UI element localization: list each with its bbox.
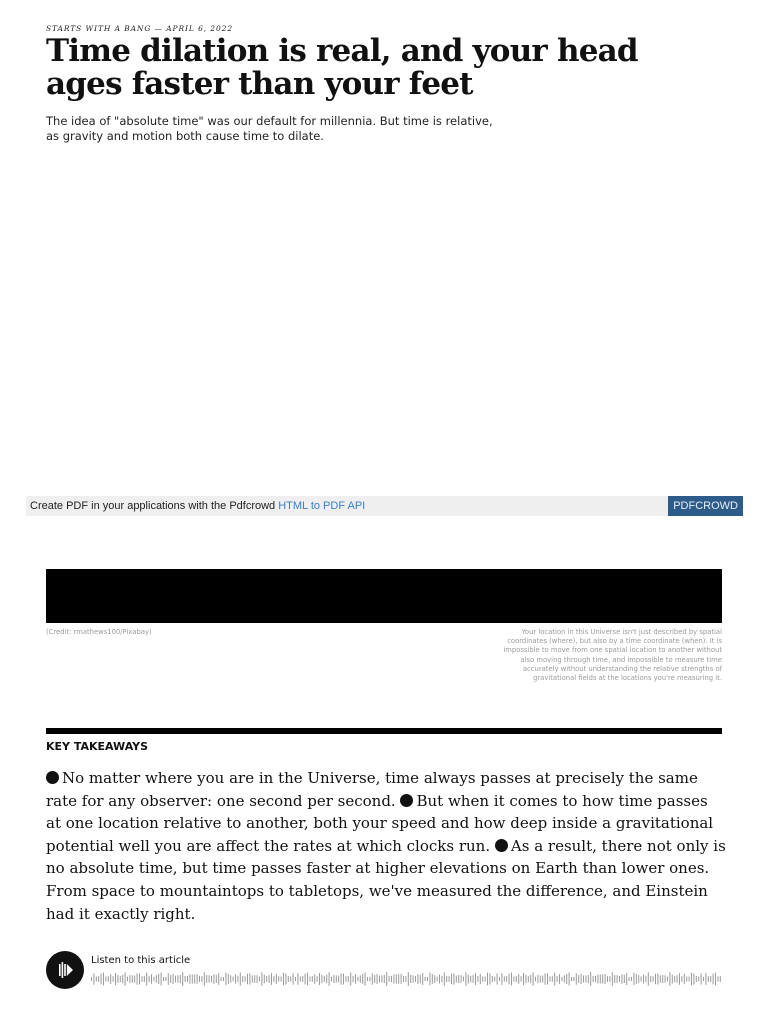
waveform-bar (552, 976, 553, 982)
waveform-bar (309, 977, 310, 982)
waveform-bar (557, 976, 558, 982)
waveform-bar (511, 973, 512, 986)
waveform-bar (151, 974, 152, 983)
image-caption: Your location in this Universe isn't just described by spatial coordinates (where), but also by a time coordinate (when). It is impossible to move from one spatial location to another without also moving through time, and impossible to measure time accurately without understanding the relative strengths of gravitational fields at the locations you're measuring it. (503, 628, 722, 683)
waveform-bar (705, 973, 706, 985)
waveform-bar (441, 976, 442, 982)
waveform-bar (458, 975, 459, 983)
waveform-bar (585, 976, 586, 983)
waveform-bar (101, 974, 102, 985)
waveform-bar (187, 976, 188, 982)
waveform-bar (417, 974, 418, 984)
article-title: Time dilation is real, and your head ages faster than your feet (46, 33, 638, 102)
waveform-bar (645, 976, 646, 982)
waveform-bar (173, 974, 174, 984)
waveform-bar (619, 976, 620, 982)
takeaway-item: As a result, there not only is no absolute time, but time passes faster at higher elevations on Earth than lower ones. From space to mountaintops to tabletops, we've measured the difference, and Einstein had it exactly right. (46, 836, 726, 923)
waveform-bar (113, 976, 114, 982)
waveform-bar (401, 974, 402, 984)
waveform-bar (290, 977, 291, 982)
waveform-bar (470, 976, 471, 982)
waveform-bar (93, 973, 94, 984)
waveform-bar (350, 973, 351, 986)
waveform-bar (463, 977, 464, 982)
waveform-bar (475, 973, 476, 985)
waveform-bar (132, 975, 133, 983)
waveform-bar (357, 977, 358, 981)
waveform-bar (499, 977, 500, 981)
waveform-bar (415, 976, 416, 982)
waveform-bar (633, 973, 634, 986)
waveform-bar (321, 975, 322, 983)
waveform-bar (444, 972, 445, 985)
pdf-banner-text (30, 500, 365, 512)
hero-image (46, 569, 722, 623)
waveform-bar (696, 976, 697, 982)
waveform-bar (379, 976, 380, 983)
waveform-bar (525, 975, 526, 983)
waveform-bar (425, 977, 426, 981)
waveform-bar (674, 976, 675, 982)
waveform-bar (677, 975, 678, 983)
waveform-bar (261, 972, 262, 985)
waveform-bar (175, 976, 176, 983)
waveform-bar (564, 975, 565, 982)
waveform-bar (115, 973, 116, 985)
waveform-bar (254, 975, 255, 983)
waveform-bar (607, 976, 608, 982)
waveform-bar (189, 974, 190, 983)
waveform-bar (660, 975, 661, 982)
waveform-bar (540, 976, 541, 983)
waveform-bar (487, 973, 488, 986)
waveform-bar (621, 974, 622, 983)
waveform-bar (698, 977, 699, 982)
waveform-bar (413, 975, 414, 983)
waveform-bar (307, 973, 308, 986)
waveform-bar (477, 976, 478, 982)
waveform-bar (516, 976, 517, 982)
waveform-bar (377, 974, 378, 984)
waveform-bar (386, 972, 387, 986)
waveform-bar (569, 973, 570, 986)
waveform-bar (257, 975, 258, 983)
section-divider (46, 728, 722, 734)
waveform-bar (667, 977, 668, 982)
waveform-bar (480, 974, 481, 984)
waveform-bar (545, 973, 546, 984)
waveform-bar (259, 977, 260, 982)
waveform-bar (648, 972, 649, 985)
waveform-bar (655, 974, 656, 984)
waveform-bar (165, 977, 166, 981)
waveform-bar (285, 974, 286, 985)
waveform-bar (600, 975, 601, 984)
waveform-bar (533, 972, 534, 985)
waveform-bar (398, 974, 399, 983)
waveform-bar (233, 977, 234, 982)
article-subtitle: The idea of "absolute time" was our default for millennia. But time is relative, as gravity and motion both cause time to dilate. (46, 114, 493, 143)
waveform-bar (283, 973, 284, 986)
pdf-banner-message: Create PDF in your applications with the Pdfcrowd (30, 500, 276, 512)
waveform-bar (348, 976, 349, 982)
waveform-bar (590, 972, 591, 986)
waveform-bar (547, 974, 548, 985)
waveform-bar (329, 972, 330, 985)
waveform-bar (192, 974, 193, 983)
waveform-bar (465, 972, 466, 986)
waveform-bar (437, 977, 438, 982)
waveform-bar (230, 975, 231, 983)
waveform-bar (105, 977, 106, 982)
waveform-bar (485, 977, 486, 982)
waveform-bar (717, 976, 718, 981)
waveform-bar (228, 974, 229, 984)
key-takeaways-list (46, 767, 726, 925)
waveform-bar (206, 975, 207, 983)
waveform-bar (523, 973, 524, 985)
waveform-bar (295, 977, 296, 981)
waveform-bar (225, 973, 226, 986)
waveform-bar (561, 977, 562, 981)
waveform-bar (117, 975, 118, 983)
waveform-bar (302, 976, 303, 982)
waveform-bar (314, 974, 315, 984)
waveform-bar (120, 976, 121, 982)
waveform-bar (609, 976, 610, 982)
waveform-bar (679, 973, 680, 985)
waveform-play-icon (46, 951, 84, 989)
waveform-bar (199, 976, 200, 982)
image-credit: (Credit: rmathews100/Pixabay) (46, 628, 152, 636)
waveform-bar (528, 976, 529, 982)
waveform-bar (669, 972, 670, 986)
waveform-bar (408, 972, 409, 986)
waveform-bar (691, 973, 692, 986)
listen-label: Listen to this article (91, 955, 191, 966)
waveform-bar (355, 974, 356, 983)
waveform-bar (650, 976, 651, 982)
bullet-icon (46, 771, 59, 784)
waveform-bar (657, 973, 658, 984)
takeaway-item: But when it comes to how time passes at one location relative to another, both your speed and how deep inside a gravitational potential well you are affect the rates at which clocks run. (46, 791, 714, 855)
waveform-bar (122, 975, 123, 984)
pdf-banner-link[interactable]: HTML to PDF API (278, 500, 366, 512)
waveform-bar (662, 975, 663, 983)
waveform-bar (369, 977, 370, 982)
waveform-bar (482, 976, 483, 981)
waveform-bar (595, 976, 596, 983)
waveform-bar (391, 976, 392, 982)
waveform-bar (518, 974, 519, 984)
waveform-bar (180, 975, 181, 983)
waveform-bar (288, 976, 289, 982)
audio-play-button[interactable] (46, 951, 84, 989)
waveform-bar (319, 973, 320, 985)
waveform-bar (581, 974, 582, 984)
waveform-bar (108, 976, 109, 982)
waveform-bar (182, 972, 183, 986)
waveform-bar (549, 976, 550, 981)
waveform-bar (163, 977, 164, 981)
waveform-bar (396, 974, 397, 983)
waveform-bar (614, 975, 615, 983)
waveform-bar (521, 976, 522, 982)
waveform-bar (410, 975, 411, 983)
waveform-bar (360, 975, 361, 982)
waveform-bar (602, 974, 603, 983)
waveform-bar (158, 974, 159, 984)
waveform-bar (713, 974, 714, 985)
waveform-bar (578, 975, 579, 983)
key-takeaways-label: KEY TAKEAWAYS (46, 740, 149, 753)
waveform-bar (266, 976, 267, 982)
waveform-bar (161, 973, 162, 986)
waveform-bar (554, 973, 555, 986)
waveform-bar (703, 977, 704, 981)
waveform-bar (626, 973, 627, 985)
waveform-bar (213, 974, 214, 984)
waveform-bar (324, 976, 325, 982)
waveform-bar (597, 975, 598, 984)
waveform-bar (509, 974, 510, 985)
waveform-bar (530, 975, 531, 983)
waveform-bar (537, 975, 538, 983)
waveform-bar (432, 974, 433, 984)
waveform-bar (269, 975, 270, 983)
waveform-bar (489, 974, 490, 985)
waveform-bar (453, 973, 454, 984)
waveform-bar (276, 974, 277, 984)
waveform-bar (434, 975, 435, 983)
waveform-bar (223, 977, 224, 981)
waveform-bar (129, 975, 130, 983)
waveform-bar (281, 977, 282, 982)
waveform-bar (333, 975, 334, 983)
waveform-bar (689, 977, 690, 982)
waveform-bar (211, 976, 212, 982)
waveform-bar (137, 973, 138, 984)
waveform-bar (242, 976, 243, 982)
waveform-bar (389, 976, 390, 982)
waveform-bar (98, 976, 99, 982)
waveform-bar (235, 974, 236, 983)
waveform-bar (506, 976, 507, 982)
waveform-bar (141, 976, 142, 982)
waveform-bar (218, 973, 219, 985)
waveform-bar (338, 976, 339, 983)
waveform-bar (197, 974, 198, 984)
waveform-bar (588, 975, 589, 983)
waveform-bar (665, 975, 666, 982)
waveform-bar (583, 976, 584, 983)
waveform-bar (127, 977, 128, 982)
waveform-bar (336, 975, 337, 982)
audio-waveform[interactable] (91, 970, 723, 988)
waveform-bar (209, 975, 210, 982)
waveform-bar (149, 976, 150, 982)
waveform-bar (204, 972, 205, 986)
waveform-bar (451, 974, 452, 985)
waveform-bar (125, 972, 126, 985)
waveform-bar (672, 975, 673, 984)
waveform-bar (185, 976, 186, 982)
pdf-banner (26, 496, 743, 516)
waveform-bar (317, 976, 318, 982)
waveform-bar (701, 974, 702, 985)
waveform-bar (372, 973, 373, 985)
waveform-bar (374, 975, 375, 983)
waveform-bar (629, 977, 630, 981)
waveform-bar (362, 974, 363, 984)
waveform-bar (345, 976, 346, 981)
waveform-bar (341, 973, 342, 984)
waveform-bar (177, 975, 178, 982)
waveform-bar (240, 972, 241, 985)
waveform-bar (641, 976, 642, 981)
waveform-bar (343, 974, 344, 985)
waveform-bar (110, 974, 111, 984)
waveform-bar (393, 974, 394, 983)
waveform-bar (91, 977, 92, 981)
waveform-bar (201, 976, 202, 982)
waveform-bar (422, 973, 423, 985)
waveform-bar (535, 977, 536, 982)
waveform-bar (612, 972, 613, 986)
waveform-bar (365, 973, 366, 986)
waveform-bar (624, 975, 625, 983)
waveform-bar (420, 975, 421, 983)
waveform-bar (501, 973, 502, 985)
waveform-bar (326, 975, 327, 984)
waveform-bar (449, 976, 450, 982)
waveform-bar (559, 974, 560, 984)
waveform-bar (710, 976, 711, 982)
waveform-bar (566, 974, 567, 984)
waveform-bar (576, 973, 577, 984)
waveform-bar (473, 975, 474, 983)
waveform-bar (103, 973, 104, 986)
waveform-bar (278, 976, 279, 981)
waveform-bar (720, 976, 721, 982)
waveform-bar (139, 974, 140, 985)
waveform-bar (247, 974, 248, 985)
waveform-bar (492, 976, 493, 982)
waveform-bar (96, 976, 97, 981)
waveform-bar (194, 974, 195, 983)
waveform-bar (681, 976, 682, 982)
bullet-icon (400, 794, 413, 807)
waveform-bar (504, 976, 505, 982)
waveform-bar (605, 974, 606, 984)
waveform-bar (573, 977, 574, 982)
waveform-bar (693, 974, 694, 985)
waveform-bar (305, 974, 306, 985)
waveform-bar (245, 976, 246, 982)
waveform-bar (593, 976, 594, 982)
waveform-bar (134, 976, 135, 983)
waveform-bar (708, 976, 709, 982)
waveform-bar (153, 977, 154, 982)
waveform-bar (456, 976, 457, 983)
waveform-bar (170, 975, 171, 983)
waveform-bar (237, 976, 238, 982)
bullet-icon (495, 839, 508, 852)
waveform-bar (686, 977, 687, 982)
waveform-bar (300, 976, 301, 981)
waveform-bar (146, 973, 147, 986)
waveform-bar (293, 973, 294, 984)
waveform-bar (405, 976, 406, 982)
waveform-bar (653, 976, 654, 982)
waveform-bar (439, 975, 440, 984)
waveform-bar (643, 975, 644, 984)
waveform-bar (156, 975, 157, 983)
waveform-bar (216, 975, 217, 983)
waveform-bar (331, 977, 332, 982)
waveform-bar (542, 976, 543, 983)
takeaway-item: No matter where you are in the Universe, time always passes at precisely the same rate for any observer: one second per second. (46, 769, 698, 810)
waveform-bar (571, 977, 572, 981)
waveform-bar (494, 977, 495, 982)
waveform-bar (427, 977, 428, 981)
waveform-bar (617, 975, 618, 983)
waveform-bar (168, 973, 169, 985)
waveform-bar (273, 976, 274, 982)
waveform-bar (429, 973, 430, 986)
waveform-bar (403, 976, 404, 982)
waveform-bar (631, 977, 632, 981)
waveform-bar (684, 974, 685, 984)
waveform-bar (144, 976, 145, 982)
waveform-bar (497, 973, 498, 984)
waveform-bar (446, 976, 447, 982)
article-kicker: STARTS WITH A BANG — APRIL 6, 2022 (46, 24, 233, 33)
waveform-bar (312, 976, 313, 982)
waveform-bar (252, 976, 253, 983)
waveform-bar (264, 975, 265, 984)
waveform-bar (367, 977, 368, 981)
waveform-bar (636, 974, 637, 984)
waveform-bar (221, 977, 222, 981)
waveform-bar (297, 973, 298, 985)
waveform-bar (715, 973, 716, 986)
waveform-bar (468, 975, 469, 984)
waveform-bar (249, 973, 250, 984)
waveform-bar (513, 977, 514, 982)
waveform-bar (638, 975, 639, 983)
waveform-bar (271, 973, 272, 985)
waveform-bar (384, 975, 385, 983)
waveform-bar (381, 975, 382, 982)
waveform-bar (461, 975, 462, 983)
pdfcrowd-button[interactable]: PDFCROWD (668, 496, 743, 516)
waveform-bar (353, 976, 354, 982)
